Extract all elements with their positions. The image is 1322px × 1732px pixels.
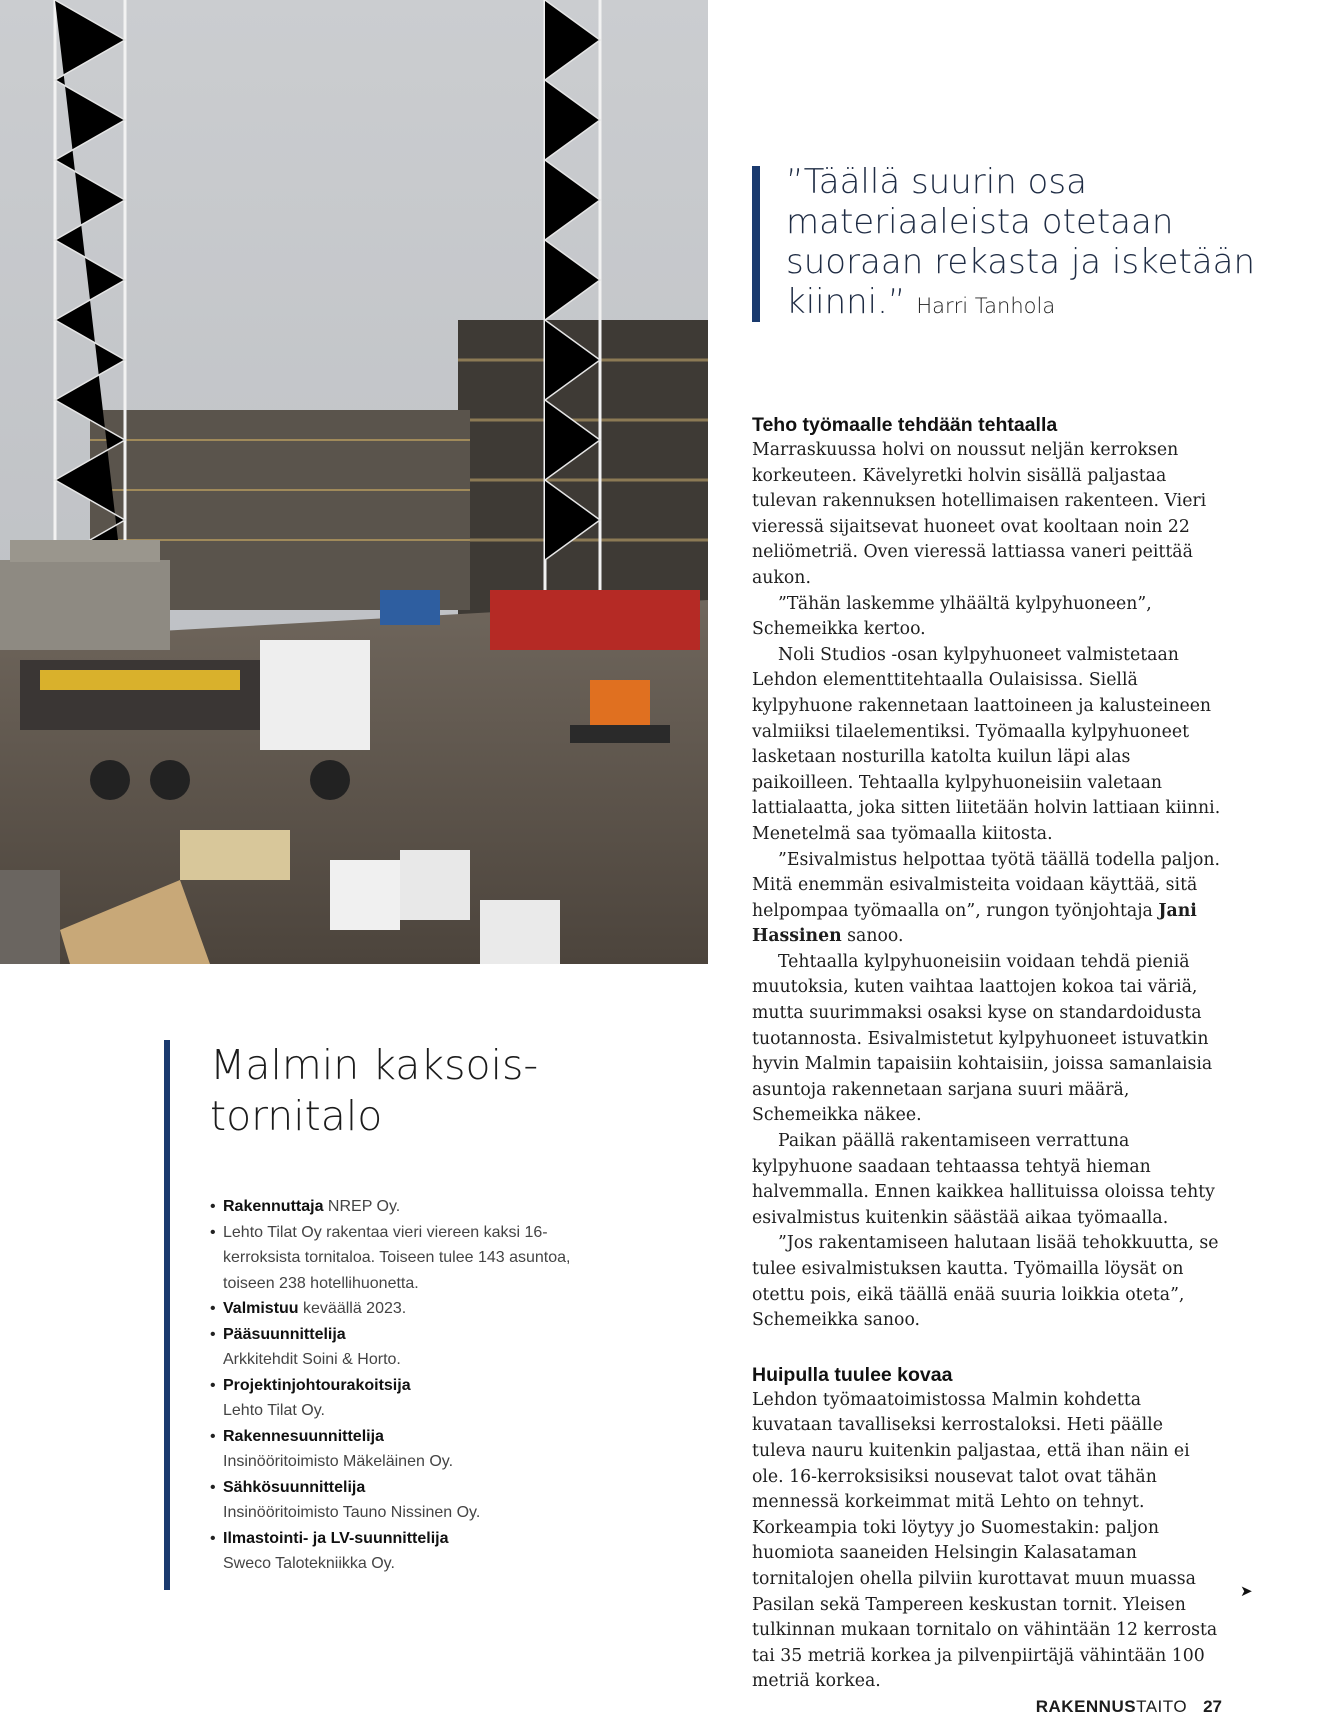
- paragraph-text: ”Esivalmistus helpottaa työtä täällä todella paljon. Mitä enemmän esivalmisteita voidaan käyttää, sitä helpompaa työmaalla on”, rungon työnjohtaja: [752, 849, 1221, 921]
- factbox-title: [210, 1040, 584, 1142]
- paragraph: Noli Studios -osan kylpyhuoneet valmistetaan Lehdon elementtitehtaalla Oulaisissa. Siellä kylpyhuone rakennetaan laattoineen ja kalusteineen valmiiksi tilaelementiksi. Työmaalla kylpyhuoneet lasketaan nosturilla katolta kuilun läpi alas paikoilleen. Tehtaalla kylpyhuoneisiin valetaan lattialaatta, joka sitten liitetään holvin lattiaan kiinni. Menetelmä saa työmaalla kiitosta.: [752, 644, 1221, 844]
- paragraph: [752, 848, 1222, 950]
- construction-site-photo: [0, 0, 708, 964]
- quote-author: Harri Tanhola: [916, 294, 1056, 318]
- pull-quote: [752, 162, 1272, 326]
- fact-text: Sweco Talotekniikka Oy.: [223, 1555, 395, 1572]
- fact-item: [210, 1322, 584, 1373]
- fact-text: keväällä 2023.: [298, 1300, 407, 1317]
- factbox-accent-bar: [164, 1040, 170, 1590]
- fact-text: Insinööritoimisto Mäkeläinen Oy.: [223, 1453, 454, 1470]
- person-name: Jani Hassinen: [752, 900, 1197, 947]
- quote-text-block: [786, 162, 1272, 326]
- page-footer: [1036, 1697, 1222, 1717]
- paragraph: Marraskuussa holvi on noussut neljän kerroksen korkeuteen. Kävelyretki holvin sisällä paljastaa tulevan rakennuksen hotellimaisen rakenteen. Vieri vieressä sijaitsevat huoneet ovat kooltaan noin 22 neliömetriä. Oven vieressä lattiassa vaneri peittää aukon.: [752, 440, 1207, 588]
- fact-item: [210, 1296, 584, 1322]
- fact-label: Rakennuttaja: [223, 1198, 324, 1215]
- fact-item: [210, 1194, 584, 1220]
- fact-item: [210, 1475, 584, 1526]
- paragraph: Tehtaalla kylpyhuoneisiin voidaan tehdä pieniä muutoksia, kuten vaihtaa laattojen kokoa tai väriä, mutta suurimmaksi osaksi kyse on standardoidusta tuotannosta. Esivalmistetut kylpyhuoneet istuvatkin hyvin Malmin tapaisiin kohtaisiin, joissa samanlaisia asuntoja rakennetaan sarjana suuri määrä, Schemeikka näkee.: [752, 951, 1213, 1126]
- paragraph: Lehdon työmaatoimistossa Malmin kohdetta kuvataan tavalliseksi kerrostaloksi. Heti päälle tuleva nauru kuitenkin paljastaa, että ihan näin ei ole. 16-kerroksisiksi nousevat talot ovat tähän mennessä korkeimmat mitä Lehto on tehnyt. Korkeampia toki löytyy jo Suomestakin: paljon huomiota saaneiden Helsingin Kalasataman tornitalojen ohella pilviin kurottavat muun muassa Pasilan sekä Tampereen keskustan tornit. Yleisen tulkinnan mukaan tornitalo on vähintään 12 kerrosta tai 35 metriä korkea ja pilvenpiirtäjä vähintään 100 metriä korkea.: [752, 1389, 1218, 1692]
- fact-item: [210, 1373, 584, 1424]
- fact-label: Sähkösuunnittelija: [223, 1478, 366, 1496]
- fact-box: [164, 1040, 584, 1577]
- quote-text: ”Täällä suurin osa materiaaleista otetaan suoraan rekasta ja isketään kiinni.”: [786, 162, 1256, 322]
- continue-arrow-icon: ➤: [1240, 1582, 1253, 1600]
- section-heading: Huipulla tuulee kovaa: [752, 1363, 953, 1386]
- fact-item: [210, 1424, 584, 1475]
- paragraph: Paikan päällä rakentamiseen verrattuna kylpyhuone saadaan tehtaassa tehtyä hieman halvemmalla. Ennen kaikkea hallituissa oloissa tehty esivalmistus kuitenkin säästää aikaa työmaalla.: [752, 1131, 1215, 1228]
- magazine-name-light: TAITO: [1136, 1697, 1188, 1716]
- fact-text: Lehto Tilat Oy rakentaa vieri viereen kaksi 16-kerroksista tornitaloa. Toiseen tulee 143 asuntoa, toiseen 238 hotellihuonetta.: [223, 1223, 571, 1292]
- paragraph: ”Tähän laskemme ylhäältä kylpyhuoneen”, Schemeikka kertoo.: [752, 593, 1152, 640]
- fact-label: Ilmastointi- ja LV-suunnittelija: [223, 1529, 449, 1547]
- fact-text: NREP Oy.: [323, 1198, 401, 1215]
- fact-text: Arkkitehdit Soini & Horto.: [223, 1351, 401, 1368]
- section-heading: Teho työmaalle tehdään tehtaalla: [752, 414, 1058, 436]
- fact-label: Pääsuunnittelija: [223, 1325, 346, 1343]
- article-body: [752, 412, 1222, 1695]
- factbox-title-line1: Malmin kaksois-: [210, 1041, 539, 1089]
- paragraph-text: sanoo.: [841, 926, 904, 947]
- fact-label: Projektinjohtourakoitsija: [223, 1376, 411, 1394]
- photo-illustration: [0, 0, 708, 964]
- fact-text: Insinööritoimisto Tauno Nissinen Oy.: [223, 1504, 481, 1521]
- fact-item: [210, 1526, 584, 1577]
- factbox-title-line2: tornitalo: [210, 1092, 383, 1140]
- section-spacer: [752, 1334, 1222, 1362]
- page-number: 27: [1203, 1697, 1222, 1716]
- paragraph: ”Jos rakentamiseen halutaan lisää tehokkuutta, se tulee esivalmistuksen kautta. Työmailla löysät on otettu pois, eikä täällä enää suuria loikkia oteta”, Schemeikka sanoo.: [752, 1233, 1219, 1331]
- fact-text: Lehto Tilat Oy.: [223, 1402, 325, 1419]
- fact-item: [210, 1220, 584, 1297]
- fact-label: Rakennesuunnittelija: [223, 1427, 384, 1445]
- factbox-list: [210, 1194, 584, 1577]
- quote-accent-bar: [752, 166, 760, 322]
- magazine-name-bold: RAKENNUS: [1035, 1697, 1137, 1716]
- fact-label: Valmistuu: [223, 1300, 299, 1317]
